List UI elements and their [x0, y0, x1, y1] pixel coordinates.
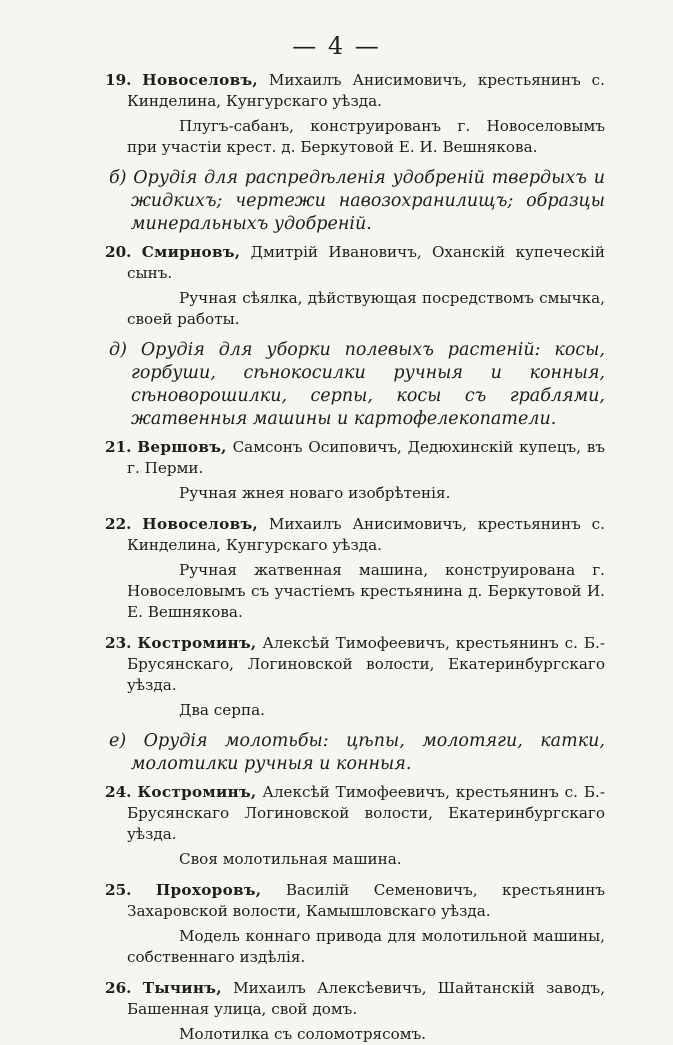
entry-heading	[105, 242, 605, 284]
entry-name: Прохоровъ,	[155, 881, 262, 899]
entry-description: Молотилка съ соломотрясомъ.	[179, 1025, 427, 1043]
entry-details: Дмитрій Ивановичъ, Оханскій купеческій сынъ.	[127, 243, 606, 282]
entry-name: Вершовъ,	[137, 438, 227, 456]
section-heading-e: е) Орудія молотьбы: цѣпы, молотяги, катки, молотилки ручныя и конныя.	[109, 731, 605, 774]
page-content	[105, 70, 605, 1045]
entry-details: Михаилъ Анисимовичъ, крестьянинъ с. Кинделина, Кунгурскаго уѣзда.	[127, 515, 606, 554]
entry-22	[105, 514, 605, 623]
entry-number: 20.	[105, 243, 132, 261]
entry-26	[105, 978, 605, 1045]
entry-number: 22.	[105, 515, 132, 533]
entry-description: Плугъ-сабанъ, конструированъ г. Новоселовымъ при участіи крест. д. Беркутовой Е. И. Вешнякова.	[127, 117, 605, 156]
entry-heading	[105, 437, 605, 479]
entry-description: Ручная жатвенная машина, конструирована г. Новоселовымъ съ участіемъ крестьянина д. Беркутовой И. Е. Вешнякова.	[127, 561, 605, 621]
entry-heading	[105, 880, 605, 922]
entry-details: Михаилъ Анисимовичъ, крестьянинъ с. Кинделина, Кунгурскаго уѣзда.	[127, 71, 606, 110]
entry-number: 26.	[105, 979, 132, 997]
section-heading-d: д) Орудія для уборки полевыхъ растеній: косы, горбуши, сѣнокосилки ручныя и конныя, сѣноворошилки, серпы, косы съ граблями, жатвенныя машины и картофелекопатели.	[109, 340, 605, 429]
entry-description: Своя молотильная машина.	[179, 850, 402, 868]
entry-details: Алексѣй Тимофеевичъ, крестьянинъ с. Б.-Брусянскаго Логиновской волости, Екатеринбургскаго уѣзда.	[127, 783, 605, 843]
entry-name: Смирновъ,	[141, 243, 241, 261]
section-heading-b: б) Орудія для распредѣленія удобреній твердыхъ и жидкихъ; чертежи навозохранилищъ; образцы минеральныхъ удобреній.	[109, 168, 605, 234]
entry-heading	[105, 70, 605, 112]
entry-24	[105, 782, 605, 870]
entry-number: 19.	[105, 71, 132, 89]
entry-description: Модель коннаго привода для молотильной машины, собственнаго издѣлія.	[127, 927, 605, 966]
entry-number: 21.	[105, 438, 132, 456]
entry-name: Костроминъ,	[137, 783, 257, 801]
entry-21	[105, 437, 605, 504]
entry-name: Тычинъ,	[142, 979, 222, 997]
entry-25	[105, 880, 605, 968]
entry-heading	[105, 633, 605, 696]
entry-details: Василій Семеновичъ, крестьянинъ Захаровской волости, Камышловскаго уѣзда.	[127, 881, 606, 920]
entry-number: 25.	[105, 881, 132, 899]
entry-name: Новоселовъ,	[142, 71, 258, 89]
entry-details: Михаилъ Алексѣевичъ, Шайтанскій заводъ, Башенная улица, свой домъ.	[127, 979, 606, 1018]
entry-details: Самсонъ Осиповичъ, Дедюхинскій купецъ, въ г. Перми.	[127, 438, 606, 477]
entry-23	[105, 633, 605, 721]
entry-number: 24.	[105, 783, 132, 801]
entry-description: Ручная жнея новаго изобрѣтенія.	[179, 484, 451, 502]
entry-heading	[105, 514, 605, 556]
page-number: — 4 —	[292, 32, 381, 60]
entry-description: Два серпа.	[179, 701, 266, 719]
entry-number: 23.	[105, 634, 132, 652]
entry-19	[105, 70, 605, 158]
entry-details: Алексѣй Тимофеевичъ, крестьянинъ с. Б.-Брусянскаго, Логиновской волости, Екатеринбургскаго уѣзда.	[127, 634, 605, 694]
entry-name: Костроминъ,	[137, 634, 257, 652]
entry-description: Ручная сѣялка, дѣйствующая посредствомъ смычка, своей работы.	[127, 289, 605, 328]
entry-20	[105, 242, 605, 330]
entry-heading	[105, 978, 605, 1020]
entry-heading	[105, 782, 605, 845]
entry-name: Новоселовъ,	[142, 515, 258, 533]
